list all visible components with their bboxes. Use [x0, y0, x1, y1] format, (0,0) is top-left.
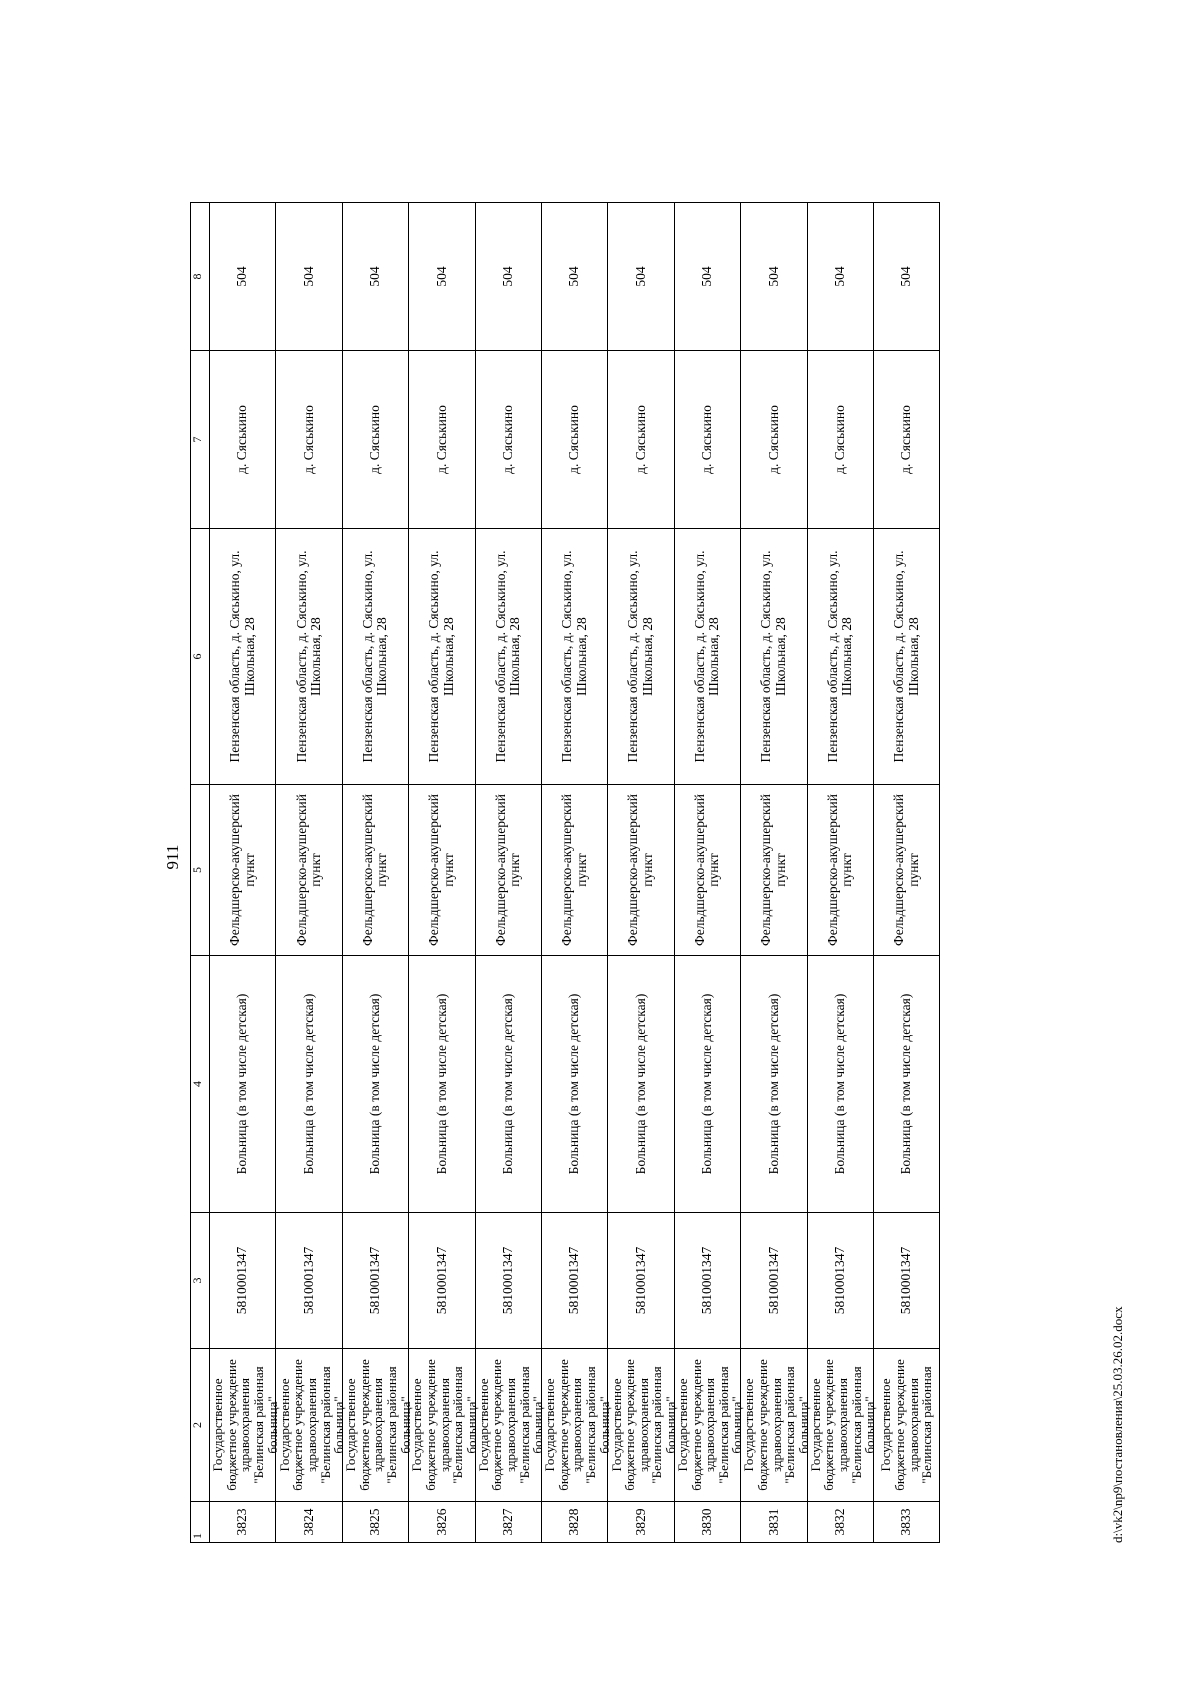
facility-type-cell: Больница (в том числе детская): [475, 956, 541, 1213]
organization-text: Государственное бюджетное учреждение здравоохранения "Белинская районная больница": [276, 1359, 347, 1491]
data-table: [190, 202, 940, 1543]
unit-type-cell: Фельдшерско-акушерский пункт: [873, 785, 939, 956]
code-cell: 5810001347: [541, 1213, 607, 1349]
unit-type-cell: Фельдшерско-акушерский пункт: [608, 785, 674, 956]
code-cell: 5810001347: [807, 1213, 873, 1349]
value-cell: 504: [674, 203, 740, 351]
facility-type-cell: Больница (в том числе детская): [409, 956, 475, 1213]
facility-type-cell: Больница (в том числе детская): [741, 956, 807, 1213]
row-number-cell: 3825: [342, 1502, 408, 1543]
unit-type-cell: Фельдшерско-акушерский пункт: [409, 785, 475, 956]
unit-type-cell: Фельдшерско-акушерский пункт: [210, 785, 276, 956]
organization-cell: [608, 1349, 679, 1502]
organization-cell: [674, 1349, 745, 1502]
column-header: 3: [191, 1213, 210, 1349]
column-header: 5: [191, 785, 210, 956]
organization-cell: [541, 1349, 612, 1502]
address-cell: Пензенская область, д. Сяськино, ул. Школьная, 28: [873, 529, 939, 785]
facility-type-cell: Больница (в том числе детская): [210, 956, 276, 1213]
table-row: [873, 203, 939, 1543]
address-cell: Пензенская область, д. Сяськино, ул. Школьная, 28: [608, 529, 674, 785]
address-cell: Пензенская область, д. Сяськино, ул. Школьная, 28: [674, 529, 740, 785]
table-row: [210, 203, 276, 1543]
table-row: [409, 203, 475, 1543]
code-cell: 5810001347: [873, 1213, 939, 1349]
table-header-row: [191, 203, 210, 1543]
row-number-cell: 3823: [210, 1502, 276, 1543]
locality-cell: д. Сяськино: [342, 351, 408, 529]
facility-type-cell: Больница (в том числе детская): [674, 956, 740, 1213]
address-cell: Пензенская область, д. Сяськино, ул. Школьная, 28: [276, 529, 342, 785]
organization-cell: [210, 1349, 280, 1502]
address-cell: Пензенская область, д. Сяськино, ул. Школьная, 28: [210, 529, 276, 785]
facility-type-cell: Больница (в том числе детская): [807, 956, 873, 1213]
table-row: [342, 203, 408, 1543]
unit-type-cell: Фельдшерско-акушерский пункт: [741, 785, 807, 956]
address-cell: Пензенская область, д. Сяськино, ул. Школьная, 28: [541, 529, 607, 785]
locality-cell: д. Сяськино: [741, 351, 807, 529]
value-cell: 504: [807, 203, 873, 351]
code-cell: 5810001347: [741, 1213, 807, 1349]
locality-cell: д. Сяськино: [541, 351, 607, 529]
column-header: 1: [191, 1502, 210, 1543]
value-cell: 504: [541, 203, 607, 351]
row-number-cell: 3828: [541, 1502, 607, 1543]
facility-type-cell: Больница (в том числе детская): [342, 956, 408, 1213]
facility-type-cell: Больница (в том числе детская): [608, 956, 674, 1213]
value-cell: 504: [276, 203, 342, 351]
row-number-cell: 3824: [276, 1502, 342, 1543]
row-number-cell: 3830: [674, 1502, 740, 1543]
address-cell: Пензенская область, д. Сяськино, ул. Школьная, 28: [741, 529, 807, 785]
organization-cell: [342, 1349, 413, 1502]
locality-cell: д. Сяськино: [210, 351, 276, 529]
row-number-cell: 3827: [475, 1502, 541, 1543]
value-cell: 504: [342, 203, 408, 351]
code-cell: 5810001347: [210, 1213, 276, 1349]
value-cell: 504: [741, 203, 807, 351]
organization-text: Государственное бюджетное учреждение здравоохранения "Белинская районная больница": [475, 1359, 546, 1491]
organization-cell: [741, 1349, 811, 1502]
table-row: [608, 203, 674, 1543]
unit-type-cell: Фельдшерско-акушерский пункт: [674, 785, 740, 956]
table-row: [276, 203, 342, 1543]
organization-text: Государственное бюджетное учреждение здравоохранения "Белинская районная больница": [674, 1359, 745, 1491]
organization-text: Государственное бюджетное учреждение здравоохранения "Белинская районная больница": [542, 1359, 612, 1491]
facility-type-cell: Больница (в том числе детская): [873, 956, 939, 1213]
page-number: 911: [163, 844, 182, 870]
table-row: [741, 203, 807, 1543]
file-path-footer: d:\vk2\np9\постановления\25.03.26.02.docx: [1110, 1306, 1125, 1543]
code-cell: 5810001347: [409, 1213, 475, 1349]
row-number-cell: 3832: [807, 1502, 873, 1543]
organization-text: Государственное бюджетное учреждение здравоохранения "Белинская районная больница": [608, 1359, 679, 1491]
organization-text: Государственное бюджетное учреждение здравоохранения "Белинская районная: [878, 1359, 935, 1491]
code-cell: 5810001347: [674, 1213, 740, 1349]
locality-cell: д. Сяськино: [608, 351, 674, 529]
table-row: [475, 203, 541, 1543]
address-cell: Пензенская область, д. Сяськино, ул. Школьная, 28: [409, 529, 475, 785]
unit-type-cell: Фельдшерско-акушерский пункт: [475, 785, 541, 956]
column-header: 8: [191, 203, 210, 351]
table-row: [541, 203, 607, 1543]
facility-type-cell: Больница (в том числе детская): [276, 956, 342, 1213]
locality-cell: д. Сяськино: [807, 351, 873, 529]
table-row: [674, 203, 740, 1543]
locality-cell: д. Сяськино: [674, 351, 740, 529]
unit-type-cell: Фельдшерско-акушерский пункт: [276, 785, 342, 956]
organization-cell: [807, 1349, 878, 1502]
column-header: 4: [191, 956, 210, 1213]
unit-type-cell: Фельдшерско-акушерский пункт: [541, 785, 607, 956]
locality-cell: д. Сяськино: [873, 351, 939, 529]
organization-text: Государственное бюджетное учреждение здравоохранения "Белинская районная больница": [741, 1359, 811, 1491]
code-cell: 5810001347: [608, 1213, 674, 1349]
value-cell: 504: [409, 203, 475, 351]
organization-text: Государственное бюджетное учреждение здравоохранения "Белинская районная больница": [807, 1359, 878, 1491]
column-header: 7: [191, 351, 210, 529]
address-cell: Пензенская область, д. Сяськино, ул. Школьная, 28: [342, 529, 408, 785]
unit-type-cell: Фельдшерско-акушерский пункт: [342, 785, 408, 956]
organization-cell: [276, 1349, 347, 1502]
code-cell: 5810001347: [276, 1213, 342, 1349]
row-number-cell: 3833: [873, 1502, 939, 1543]
value-cell: 504: [210, 203, 276, 351]
organization-text: Государственное бюджетное учреждение здравоохранения "Белинская районная больница": [409, 1359, 479, 1491]
code-cell: 5810001347: [342, 1213, 408, 1349]
value-cell: 504: [475, 203, 541, 351]
facility-type-cell: Больница (в том числе детская): [541, 956, 607, 1213]
row-number-cell: 3831: [741, 1502, 807, 1543]
code-cell: 5810001347: [475, 1213, 541, 1349]
organization-cell: [475, 1349, 546, 1502]
locality-cell: д. Сяськино: [276, 351, 342, 529]
column-header: 6: [191, 529, 210, 785]
table-row: [807, 203, 873, 1543]
value-cell: 504: [873, 203, 939, 351]
address-cell: Пензенская область, д. Сяськино, ул. Школьная, 28: [807, 529, 873, 785]
row-number-cell: 3829: [608, 1502, 674, 1543]
organization-cell: [409, 1349, 479, 1502]
unit-type-cell: Фельдшерско-акушерский пункт: [807, 785, 873, 956]
organization-cell: [873, 1349, 939, 1502]
organization-text: Государственное бюджетное учреждение здравоохранения "Белинская районная больница": [210, 1359, 280, 1491]
value-cell: 504: [608, 203, 674, 351]
locality-cell: д. Сяськино: [409, 351, 475, 529]
locality-cell: д. Сяськино: [475, 351, 541, 529]
column-header: 2: [191, 1349, 210, 1502]
row-number-cell: 3826: [409, 1502, 475, 1543]
organization-text: Государственное бюджетное учреждение здравоохранения "Белинская районная больница": [342, 1359, 413, 1491]
address-cell: Пензенская область, д. Сяськино, ул. Школьная, 28: [475, 529, 541, 785]
